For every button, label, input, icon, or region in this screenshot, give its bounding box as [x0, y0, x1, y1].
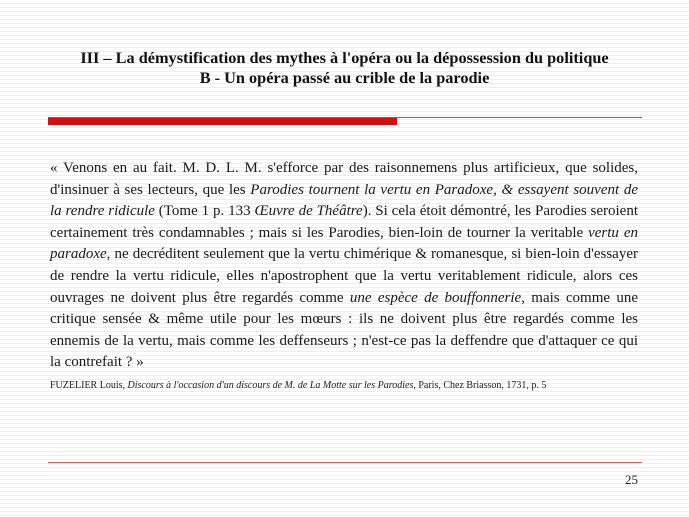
page-number: 25: [625, 472, 638, 487]
title-line-1: III – La démystification des mythes à l'opéra ou la dépossession du politique: [80, 48, 609, 67]
quote-text-1: « Venons en au fait. M. D. L. M. s'efforce par des raisonnemens plus artificieux, que solides, d'insinuer à ses lecteurs, que les: [50, 160, 638, 198]
slide-title: [40, 48, 649, 88]
quote-italic-2: Œuvre de Théâtre: [254, 203, 363, 220]
quote-text-5: , mais comme une critique sensée & même utile pour les mœurs : ils ne doivent plus être regardés comme les ennemis de la vertu, mais comme les deffenseurs ; n'est-ce pas la deffendre que d'attaquer ce qui la contrefait ? »: [50, 289, 639, 371]
quote-italic-3: vertu en paradoxe: [50, 224, 638, 263]
citation-work-title: Discours à l'occasion d'un discours de M. de La Motte sur les Parodies: [127, 380, 414, 391]
quote-paragraph: [50, 158, 638, 374]
quote-text-3: ). Si cela étoit démontré, les Parodies seroient certainement très condamnables ; mais si les Parodies, bien-loin de tourner la veritable: [50, 203, 639, 241]
quote-text-4: , ne decréditent seulement que la vertu chimérique & romanesque, si bien-loin d'essayer de rendre la vertu ridicule, elles n'apostrophent que la vertu veritablement ridicule, alors ces ouvrages ne doivent plus être regardés comme: [50, 246, 638, 306]
citation-author: FUZELIER Louis,: [50, 380, 128, 391]
title-line-2: B - Un opéra passé au crible de la parodie: [199, 68, 490, 87]
quote-block: [50, 158, 638, 374]
quote-italic-4: une espèce de bouffonnerie: [349, 289, 522, 306]
footer-divider: [48, 462, 642, 463]
citation-details: , Paris, Chez Briasson, 1731, p. 5: [413, 380, 547, 391]
title-divider-thick: [48, 118, 397, 125]
source-citation: [50, 379, 650, 392]
quote-text-2: (Tome 1 p. 133: [154, 203, 255, 220]
quote-italic-1: Parodies tournent la vertu en Paradoxe, & essayent souvent de la rendre ridicule: [50, 181, 638, 220]
